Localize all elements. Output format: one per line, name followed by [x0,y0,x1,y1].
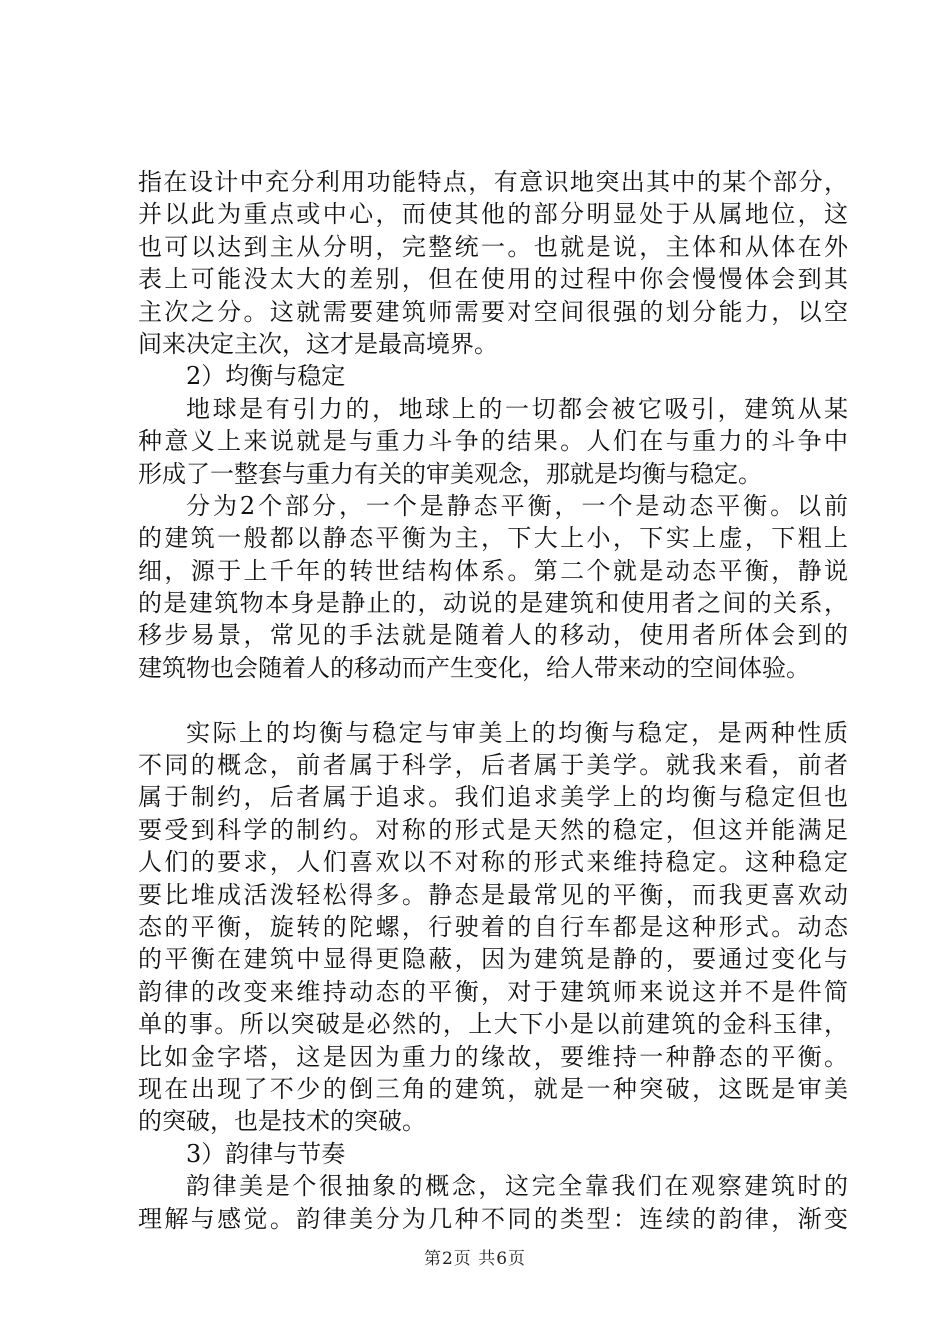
text-line: 种意义上来说就是与重力斗争的结果。人们在与重力的斗争中 [138,427,848,456]
text-line: 主次之分。这就需要建筑师需要对空间很强的划分能力，以空 [138,297,848,326]
text-line: 细，源于上千年的转世结构体系。第二个就是动态平衡，静说 [138,556,848,585]
text-line: 形成了一整套与重力有关的审美观念，那就是均衡与稳定。 [138,459,762,488]
text-line: 单的事。所以突破是必然的，上大下小是以前建筑的金科玉律， [138,1010,848,1039]
page-number-footer: 第2页 共6页 [423,1249,527,1269]
text-line: 的突破，也是技术的突破。 [138,1107,426,1136]
text-line: 理解与感觉。韵律美分为几种不同的类型：连续的韵律，渐变 [138,1204,848,1233]
text-line: 态的平衡，旋转的陀螺，行驶着的自行车都是这种形式。动态 [138,912,848,941]
text-line: 属于制约，后者属于追求。我们追求美学上的均衡与稳定但也 [138,783,848,812]
text-line: 并以此为重点或中心，而使其他的部分明显处于从属地位，这 [138,200,848,229]
text-line: 不同的概念，前者属于科学，后者属于美学。就我来看，前者 [138,751,848,780]
text-line: 地球是有引力的，地球上的一切都会被它吸引，建筑从某 [186,394,848,423]
text-line: 的平衡在建筑中显得更隐蔽，因为建筑是静的，要通过变化与 [138,945,848,974]
text-line: 实际上的均衡与稳定与审美上的均衡与稳定，是两种性质 [186,718,848,747]
text-line: 也可以达到主从分明，完整统一。也就是说，主体和从体在外 [138,232,848,261]
document-body [138,166,848,1235]
text-line: 移步易景，常见的手法就是随着人的移动，使用者所体会到的 [138,621,848,650]
text-line: 间来决定主次，这才是最高境界。 [138,329,498,358]
text-line: 人们的要求，人们喜欢以不对称的形式来维持稳定。这种稳定 [138,848,848,877]
text-line: 比如金字塔，这是因为重力的缘故，要维持一种静态的平衡。 [138,1042,848,1071]
text-line: 现在出现了不少的倒三角的建筑，就是一种突破，这既是审美 [138,1074,848,1103]
text-line: 要受到科学的制约。对称的形式是天然的稳定，但这并能满足 [138,815,848,844]
paragraph-spacer [138,684,848,716]
text-line: 指在设计中充分利用功能特点，有意识地突出其中的某个部分， [138,168,848,196]
text-line: 要比堆成活泼轻松得多。静态是最常见的平衡，而我更喜欢动 [138,880,848,909]
text-line: 的是建筑物本身是静止的，动说的是建筑和使用者之间的关系， [138,589,848,618]
text-line: 韵律的改变来维持动态的平衡，对于建筑师来说这并不是件简 [138,977,848,1006]
text-line: 表上可能没太大的差别，但在使用的过程中你会慢慢体会到其 [138,265,848,294]
text-line: 建筑物也会随着人的移动而产生变化，给人带来动的空间体验。 [138,653,810,682]
text-line: 分为2个部分，一个是静态平衡，一个是动态平衡。以前 [186,491,848,520]
section-heading: 3）韵律与节奏 [186,1139,346,1168]
text-line: 韵律美是个很抽象的概念，这完全靠我们在观察建筑时的 [186,1172,848,1201]
text-line: 的建筑一般都以静态平衡为主，下大上小，下实上虚，下粗上 [138,524,848,553]
section-heading: 2）均衡与稳定 [186,362,346,391]
